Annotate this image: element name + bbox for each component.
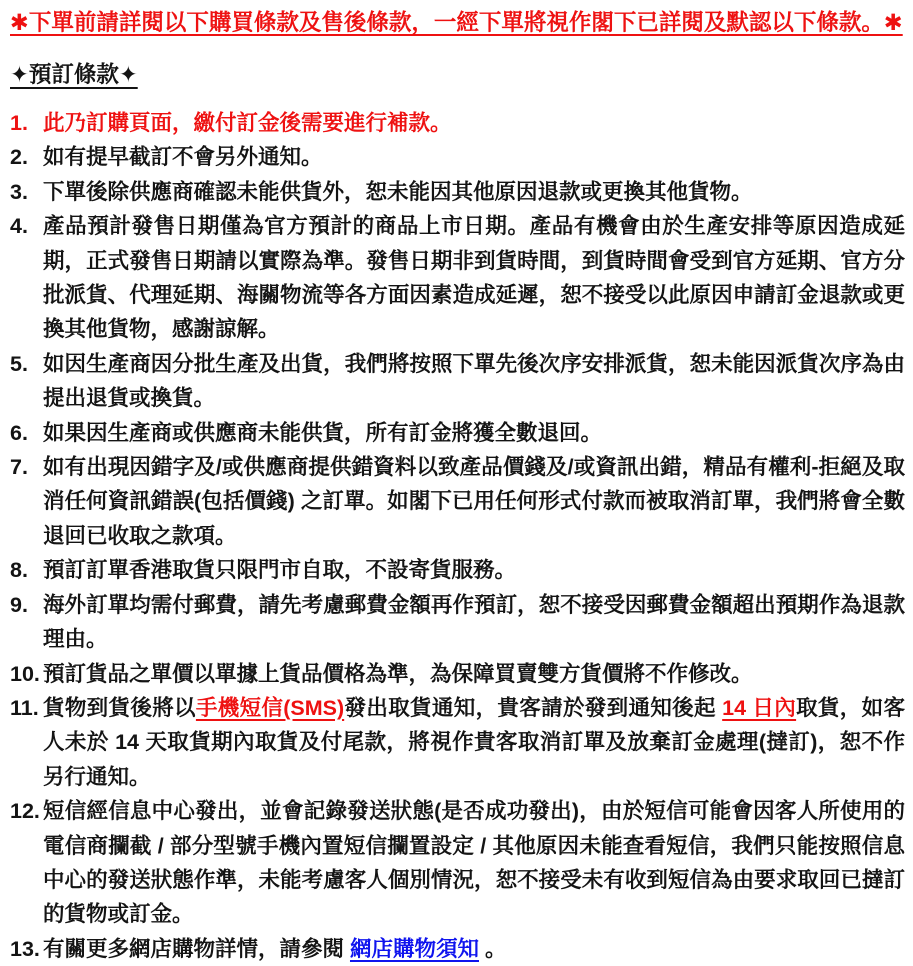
term-text: 貨物到貨後將以 bbox=[43, 695, 196, 720]
term-text: 產品預計發售日期僅為官方預計的商品上市日期。產品有機會由於生產安排等原因造成延期，正式發售日期請以實際為準。發售日期非到貨時間，到貨時間會受到官方延期、官方分批派貨、代理延期、海關物流等各方面因素造成延遲，恕不接受以此原因申請訂金退款或更換其他貨物，感謝諒解。 bbox=[43, 214, 905, 342]
section-title-preorder-terms: ✦預訂條款✦ bbox=[10, 62, 138, 87]
term-text: 下單後除供應商確認未能供貨外，恕未能因其他原因退款或更換其他貨物。 bbox=[43, 179, 753, 204]
term-item-9 bbox=[10, 588, 905, 657]
term-text: 取貨，如客人未於 14 天取貨期內取貨及付尾款，將視作貴客取消訂單及放棄訂金處理(撻訂)，恕不作另行通知。 bbox=[43, 695, 905, 789]
header-notice: ✱下單前請詳閱以下購買條款及售後條款，一經下單將視作閣下已詳閱及默認以下條款。✱ bbox=[10, 10, 903, 35]
term-item-8 bbox=[10, 553, 905, 587]
term-number: 6. bbox=[10, 420, 28, 445]
term-text: 發出取貨通知，貴客請於發到通知後起 bbox=[344, 695, 723, 720]
term-number: 3. bbox=[10, 179, 28, 204]
term-item-5 bbox=[10, 347, 905, 416]
term-item-10 bbox=[10, 657, 905, 691]
term-number: 2. bbox=[10, 145, 28, 170]
term-number: 4. bbox=[10, 214, 28, 239]
term-item-4 bbox=[10, 209, 905, 347]
term-item-11 bbox=[10, 691, 905, 794]
term-text: 預訂訂單香港取貨只限門市自取，不設寄貨服務。 bbox=[43, 558, 517, 583]
term-item-1 bbox=[10, 106, 905, 140]
term-text: 。 bbox=[479, 936, 507, 961]
term-text: 海外訂單均需付郵費，請先考慮郵費金額再作預訂，恕不接受因郵費金額超出預期作為退款理由。 bbox=[43, 592, 905, 652]
term-number: 10. bbox=[10, 661, 40, 686]
term-number: 7. bbox=[10, 455, 28, 480]
term-item-2 bbox=[10, 140, 905, 174]
highlighted-red-text: 手機短信(SMS) bbox=[195, 695, 345, 720]
term-number: 9. bbox=[10, 592, 28, 617]
term-number: 1. bbox=[10, 111, 28, 135]
term-text: 如有提早截訂不會另外通知。 bbox=[43, 145, 323, 170]
term-text: 短信經信息中心發出，並會記錄發送狀態(是否成功發出)，由於短信可能會因客人所使用的電信商攔截 / 部分型號手機內置短信攔置設定 / 其他原因未能查看短信，我們只能按照信息中心的發送狀態作準，未能考慮客人個別情況，恕不接受未有收到短信為由要求取回已撻訂的貨物或訂金。 bbox=[43, 799, 905, 927]
terms-list bbox=[10, 106, 905, 966]
term-number: 12. bbox=[10, 799, 40, 824]
term-item-13 bbox=[10, 932, 905, 966]
term-item-3 bbox=[10, 175, 905, 209]
term-text: 如因生產商因分批生產及出貨，我們將按照下單先後次序安排派貨，恕未能因派貨次序為由提出退貨或換貨。 bbox=[43, 351, 905, 411]
term-item-6 bbox=[10, 416, 905, 450]
highlighted-red-text: 14 日內 bbox=[722, 695, 797, 720]
term-text: 預訂貨品之單價以單據上貨品價格為準，為保障買賣雙方貨價將不作修改。 bbox=[43, 661, 753, 686]
term-text: 如有出現因錯字及/或供應商提供錯資料以致產品價錢及/或資訊出錯，精品有權利-拒絕及取消任何資訊錯誤(包括價錢) 之訂單。如閣下已用任何形式付款而被取消訂單，我們將會全數退回已收取之款項。 bbox=[43, 455, 905, 548]
term-item-7 bbox=[10, 450, 905, 553]
term-number: 13. bbox=[10, 936, 40, 961]
term-number: 5. bbox=[10, 351, 28, 376]
term-number: 8. bbox=[10, 558, 28, 583]
term-text: 此乃訂購頁面，繳付訂金後需要進行補款。 bbox=[43, 111, 452, 135]
term-text: 如果因生產商或供應商未能供貨，所有訂金將獲全數退回。 bbox=[43, 420, 603, 445]
term-number: 11. bbox=[10, 695, 39, 720]
term-item-12 bbox=[10, 794, 905, 932]
store-shopping-notice-link[interactable]: 網店購物須知 bbox=[349, 936, 479, 961]
term-text: 有關更多網店購物詳情，請參閱 bbox=[43, 936, 350, 961]
